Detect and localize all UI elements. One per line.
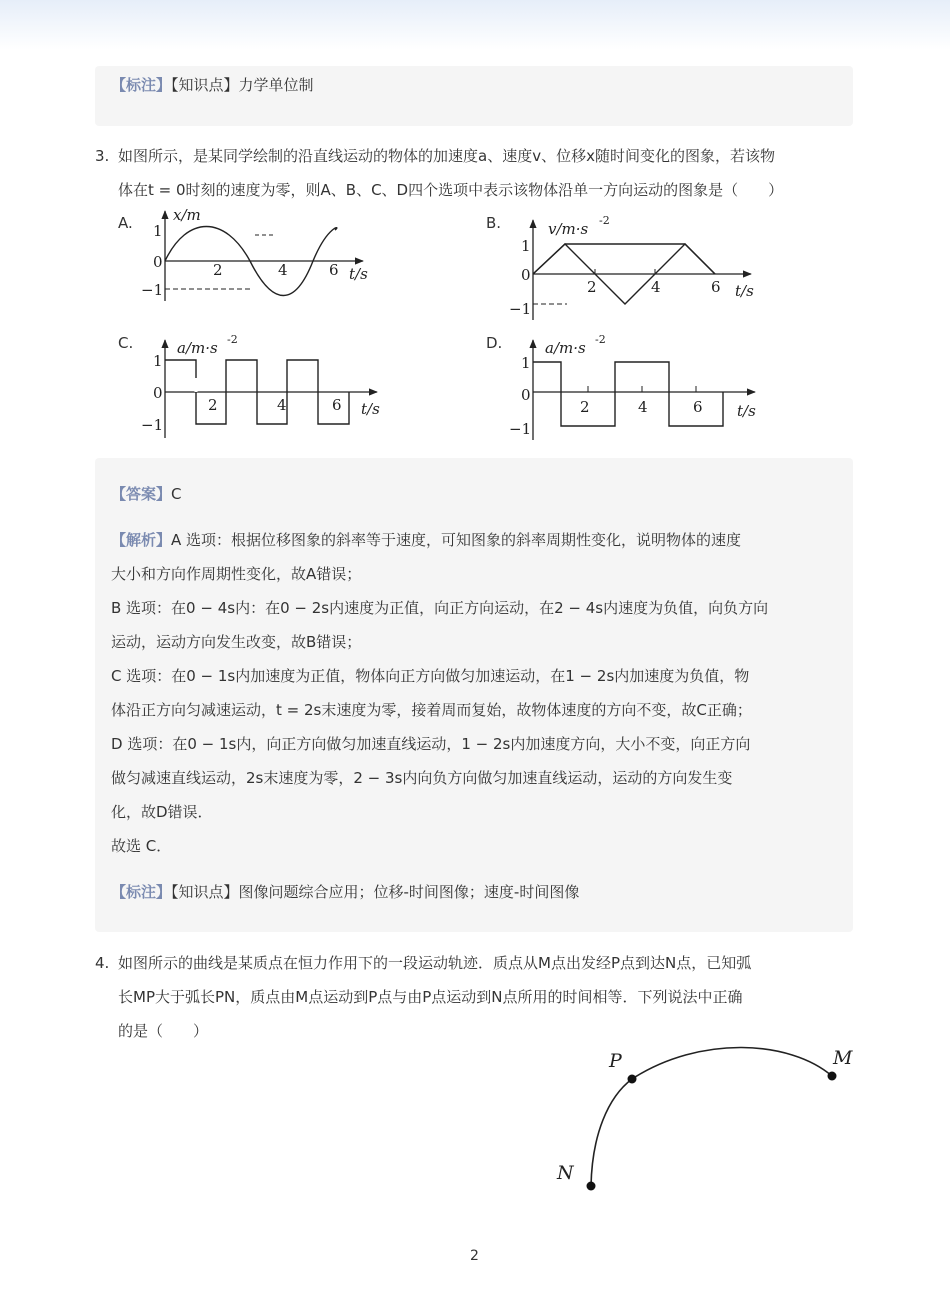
graph-b-xtick-2: 2 — [587, 278, 597, 296]
q3-stem-line2: 体在t = 0时刻的速度为零，则A、B、C、D四个选项中表示该物体沿单一方向运动的图象是（ ） — [118, 181, 784, 199]
graph-a-xlabel: t/s — [349, 265, 368, 283]
graph-c-xlabel: t/s — [361, 400, 380, 418]
q3-analysis-line-7: D 选项：在0 − 1s内，向正方向做匀加速直线运动，1 − 2s内加速度方向，大小不变，向正方向 — [111, 735, 751, 753]
q3-analysis-line-1 — [111, 530, 741, 550]
q3-analysis-line-4: 运动，运动方向发生改变，故B错误； — [111, 633, 362, 651]
q3-analysis-line-2: 大小和方向作周期性变化，故A错误； — [111, 565, 362, 583]
graph-b-ytick-1: 1 — [521, 237, 531, 255]
graph-d-ytick-1: 1 — [521, 354, 531, 372]
q3-remark-line — [111, 882, 579, 902]
graph-d-xtick-4: 4 — [638, 398, 648, 416]
graph-c-xtick-4: 4 — [277, 396, 287, 414]
label-n: N — [557, 1162, 574, 1184]
graph-c-xtick-6: 6 — [332, 396, 342, 414]
graph-b-line-2 — [533, 244, 715, 274]
graph-b — [503, 208, 763, 328]
graph-c-ytick-neg1: −1 — [141, 416, 164, 434]
label-p: P — [609, 1050, 622, 1072]
answer-tag: 【答案】 — [111, 485, 172, 503]
graph-d-ytick-neg1: −1 — [509, 420, 532, 438]
q3-analysis-line-6: 体沿正方向匀减速运动，t = 2s末速度为零，接着周而复始，故物体速度的方向不变，故C正确； — [111, 701, 752, 719]
graph-b-ylabel: v/m·s — [548, 220, 589, 238]
graph-a-ylabel: x/m — [173, 206, 201, 224]
point-p — [628, 1075, 637, 1084]
label-m: M — [833, 1047, 853, 1069]
graph-d-xtick-2: 2 — [580, 398, 590, 416]
q3-analysis-line-5: C 选项：在0 − 1s内加速度为正值，物体向正方向做匀加速运动，在1 − 2s内加速度为负值，物 — [111, 667, 750, 685]
graph-d-ylabel-exp: -2 — [595, 333, 606, 346]
prev-remark-line — [111, 75, 314, 95]
prev-remark-knowledge: 【知识点】力学单位制 — [171, 76, 314, 94]
graph-b-xtick-6: 6 — [711, 278, 721, 296]
q3-analysis-line-10: 故选 C． — [111, 837, 172, 855]
graph-d-xlabel: t/s — [737, 402, 756, 420]
remark-text: 【知识点】图像问题综合应用；位移-时间图像；速度-时间图像 — [171, 883, 580, 901]
q4-number: 4. — [95, 954, 110, 972]
option-d-label: D. — [486, 334, 503, 352]
q3-analysis-line-3: B 选项：在0 − 4s内：在0 − 2s内速度为正值，向正方向运动，在2 − 4s内速度为负值，向负方向 — [111, 599, 769, 617]
graph-a — [135, 203, 385, 313]
graph-c-ylabel-exp: -2 — [227, 333, 238, 346]
graph-d-xtick-6: 6 — [693, 398, 703, 416]
analysis-tag: 【解析】 — [111, 531, 172, 549]
graph-b-ylabel-exp: -2 — [599, 214, 610, 227]
graph-a-ytick-neg1: −1 — [141, 281, 164, 299]
graph-b-xtick-4: 4 — [651, 278, 661, 296]
q4-stem-line2: 长MP大于弧长PN，质点由M点运动到P点与由P点运动到N点所用的时间相等．下列说法中正确 — [118, 988, 743, 1006]
trajectory-figure — [550, 1035, 870, 1205]
q3-analysis-line-8: 做匀减速直线运动，2s末速度为零，2 − 3s内向负方向做匀加速直线运动，运动的方向发生变 — [111, 769, 733, 787]
graph-c-ylabel: a/m·s — [177, 339, 218, 357]
graph-a-xtick-4: 4 — [278, 261, 288, 279]
q4-stem-line1: 如图所示的曲线是某质点在恒力作用下的一段运动轨迹．质点从M点出发经P点到达N点，已知弧 — [118, 954, 752, 972]
graph-c-xtick-2: 2 — [208, 396, 218, 414]
point-n — [587, 1182, 596, 1191]
q3-stem-line1: 如图所示，是某同学绘制的沿直线运动的物体的加速度a、速度v、位移x随时间变化的图象，若该物 — [118, 147, 775, 165]
remark-tag: 【标注】 — [111, 883, 172, 901]
q3-analysis-line-9: 化，故D错误． — [111, 803, 213, 821]
q4-stem-line3: 的是（ ） — [118, 1022, 209, 1040]
page-number: 2 — [470, 1248, 479, 1264]
q3-number: 3. — [95, 147, 110, 165]
answer-value: C — [171, 485, 182, 503]
header-gradient — [0, 0, 950, 50]
option-c-label: C. — [118, 334, 134, 352]
graph-a-xtick-2: 2 — [213, 261, 223, 279]
option-b-label: B. — [486, 214, 502, 232]
graph-d-wave — [533, 362, 723, 426]
graph-b-ytick-0: 0 — [521, 266, 531, 284]
trajectory-curve — [591, 1047, 832, 1186]
prev-remark-tag: 【标注】 — [111, 76, 172, 94]
graph-a-ytick-1: 1 — [153, 222, 163, 240]
graph-c-ytick-1: 1 — [153, 352, 163, 370]
analysis-text-1: A 选项：根据位移图象的斜率等于速度，可知图象的斜率周期性变化，说明物体的速度 — [171, 531, 742, 549]
graph-a-ytick-0: 0 — [153, 253, 163, 271]
graph-d-ytick-0: 0 — [521, 386, 531, 404]
graph-b-ytick-neg1: −1 — [509, 300, 532, 318]
graph-d-ylabel: a/m·s — [545, 339, 586, 357]
graph-c — [135, 328, 395, 443]
q3-answer-line — [111, 484, 182, 504]
option-a-label: A. — [118, 214, 133, 232]
point-m — [828, 1072, 837, 1081]
graph-c-ytick-0: 0 — [153, 384, 163, 402]
graph-a-xtick-6: 6 — [329, 261, 339, 279]
graph-d — [503, 328, 768, 443]
graph-b-xlabel: t/s — [735, 282, 754, 300]
